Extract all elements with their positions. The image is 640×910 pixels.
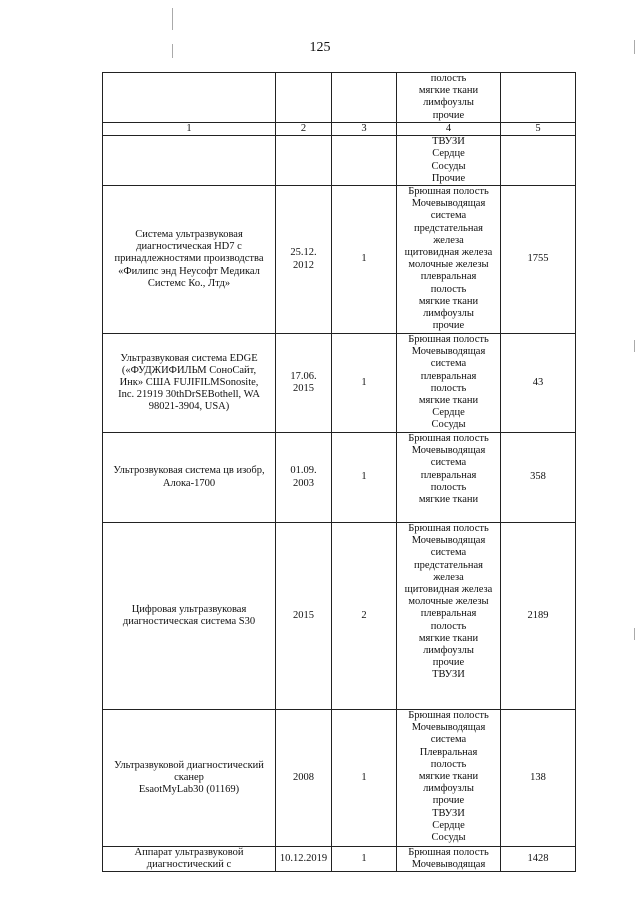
column-number: 3 [332, 123, 397, 136]
text-line: мягкие ткани [418, 632, 479, 644]
text-line: ТВУЗИ [432, 807, 465, 819]
text-line: 01.09. [290, 465, 317, 477]
text-line: плевральная [420, 469, 477, 481]
text-line: Прочие [431, 172, 466, 184]
cell-areas [397, 523, 501, 710]
cell-count: 2189 [501, 523, 576, 710]
text-line: предстательная [414, 559, 483, 571]
text-line: EsaotMyLab30 (01169) [138, 784, 240, 796]
text-line: железа [433, 571, 464, 583]
cell-qty: 1 [332, 847, 397, 872]
text-line: Системс Ко., Лтд» [147, 277, 231, 289]
cell-date [276, 847, 332, 872]
text-line: полость [430, 620, 467, 632]
text-line: диагностическая система S30 [122, 616, 256, 628]
cell-count [501, 136, 576, 186]
cell-date [276, 73, 332, 123]
text-line: («ФУДЖИФИЛЬМ СоноСайт, [121, 364, 257, 376]
text-line: «Филипс энд Неусофт Медикал [118, 265, 260, 277]
equipment-row [103, 847, 576, 872]
text-line: система [430, 734, 467, 746]
text-line: система [430, 210, 467, 222]
text-line: Сердце [432, 407, 465, 419]
cell-qty: 1 [332, 710, 397, 847]
cell-name [103, 73, 276, 123]
column-number: 1 [103, 123, 276, 136]
cell-name [103, 523, 276, 710]
text-line: лимфоузлы [423, 645, 474, 657]
text-line: диагностическая HD7 с [136, 241, 242, 253]
text-line: мягкие ткани [418, 85, 479, 97]
cell-date [276, 136, 332, 186]
text-line: Мочевыводящая [411, 445, 486, 457]
text-line: предстательная [414, 222, 483, 234]
cell-areas [397, 710, 501, 847]
text-line: Плевральная [419, 746, 478, 758]
text-line: Сосуды [431, 832, 466, 844]
equipment-table [102, 72, 576, 872]
cell-date [276, 433, 332, 523]
text-line: Система ультразвуковая [135, 229, 243, 240]
text-line: система [430, 547, 467, 559]
cell-date [276, 334, 332, 433]
text-line: система [430, 358, 467, 370]
cell-name [103, 710, 276, 847]
text-line: молочные железы [408, 596, 489, 608]
text-line: ТВУЗИ [432, 136, 465, 148]
text-line: система [430, 457, 467, 469]
text-line: 17.06. [290, 370, 317, 382]
text-line: диагностический с [146, 859, 232, 871]
cell-qty: 1 [332, 186, 397, 334]
text-line: Аппарат ультразвуковой [134, 847, 244, 859]
column-number: 4 [397, 123, 501, 136]
text-line: Сердце [432, 819, 465, 831]
page-number: 125 [309, 40, 331, 55]
text-line: щитовидная железа [404, 247, 493, 259]
text-line: прочие [432, 795, 465, 807]
text-line: Сосуды [431, 419, 466, 431]
cell-name [103, 334, 276, 433]
text-line: 25.12. [290, 247, 317, 259]
cell-date [276, 523, 332, 710]
cell-count: 138 [501, 710, 576, 847]
text-line: Алока-1700 [162, 477, 216, 489]
text-line: лимфоузлы [423, 308, 474, 320]
cell-name [103, 186, 276, 334]
text-line: плевральная [420, 271, 477, 283]
cell-qty: 1 [332, 334, 397, 433]
text-line: прочие [432, 657, 465, 669]
text-line: мягкие ткани [418, 494, 479, 506]
scan-margin-mark [172, 8, 173, 30]
text-line: 2012 [293, 259, 314, 271]
continued-row [103, 73, 576, 123]
text-line: 98021-3904, USA) [148, 401, 230, 413]
cell-count: 1755 [501, 186, 576, 334]
text-line: Инк» США FUJIFILMSonosite, [119, 376, 259, 388]
text-line: 2015 [293, 609, 314, 621]
cell-name [103, 847, 276, 872]
cell-areas [397, 334, 501, 433]
equipment-row [103, 334, 576, 433]
cell-qty: 1 [332, 433, 397, 523]
text-line: Сердце [432, 148, 465, 160]
text-line: полость [430, 758, 467, 770]
text-line: 10.12.2019 [279, 853, 328, 865]
cell-name [103, 433, 276, 523]
text-line: 2008 [293, 771, 314, 783]
text-line: Сосуды [431, 160, 466, 172]
cell-date [276, 710, 332, 847]
equipment-row [103, 710, 576, 847]
text-line: Мочевыводящая [411, 722, 486, 734]
text-line: Брюшная полость [408, 523, 489, 535]
text-line: Ультразвуковая система EDGE [120, 352, 258, 364]
text-line: щитовидная железа [404, 584, 493, 596]
text-line: Мочевыводящая [411, 198, 486, 210]
cell-qty [332, 73, 397, 123]
text-line: Брюшная полость [408, 433, 489, 445]
column-number: 2 [276, 123, 332, 136]
cell-areas [397, 186, 501, 334]
column-number-row [103, 123, 576, 136]
cell-areas [397, 136, 501, 186]
text-line: Брюшная полость [408, 334, 489, 346]
text-line: лимфоузлы [423, 783, 474, 795]
equipment-row [103, 136, 576, 186]
text-line: Мочевыводящая [411, 346, 486, 358]
cell-qty: 2 [332, 523, 397, 710]
text-line: плевральная [420, 608, 477, 620]
text-line: Брюшная полость [408, 186, 489, 198]
text-line: молочные железы [408, 259, 489, 271]
cell-areas [397, 433, 501, 523]
text-line: прочие [432, 109, 465, 121]
column-number: 5 [501, 123, 576, 136]
text-line: полость [430, 283, 467, 295]
equipment-row [103, 186, 576, 334]
text-line: прочие [432, 320, 465, 332]
text-line: мягкие ткани [418, 295, 479, 307]
text-line: 2003 [293, 477, 314, 489]
cell-name [103, 136, 276, 186]
text-line: железа [433, 234, 464, 246]
text-line: лимфоузлы [423, 97, 474, 109]
cell-date [276, 186, 332, 334]
text-line: ТВУЗИ [432, 669, 465, 681]
cell-count: 358 [501, 433, 576, 523]
text-line: полость [430, 481, 467, 493]
text-line: сканер [174, 771, 204, 783]
scan-margin-mark [634, 628, 635, 640]
text-line: Мочевыводящая [411, 535, 486, 547]
equipment-row [103, 523, 576, 710]
text-line: мягкие ткани [418, 771, 479, 783]
text-line: Ультрозвуковая система цв изобр, [113, 465, 265, 477]
cell-areas [397, 73, 501, 123]
text-line: мягкие ткани [418, 395, 479, 407]
text-line: принадлежностями производства [114, 253, 264, 265]
text-line: полость [430, 382, 467, 394]
cell-qty [332, 136, 397, 186]
cell-count: 43 [501, 334, 576, 433]
scan-margin-mark [634, 340, 635, 352]
text-line: Брюшная полость [408, 710, 489, 722]
text-line: Цифровая ультразвуковая [131, 603, 247, 615]
text-line: плевральная [420, 370, 477, 382]
text-line: Брюшная полость [408, 847, 489, 859]
text-line: 2015 [293, 383, 314, 395]
equipment-row [103, 433, 576, 523]
text-line: Мочевыводящая [411, 859, 486, 871]
cell-count: 1428 [501, 847, 576, 872]
cell-count [501, 73, 576, 123]
text-line: Ультразвуковой диагностический [114, 759, 264, 771]
text-line: Inc. 21919 30thDrSEBothell, WA [118, 389, 260, 401]
cell-areas [397, 847, 501, 872]
text-line: полость [430, 73, 467, 84]
